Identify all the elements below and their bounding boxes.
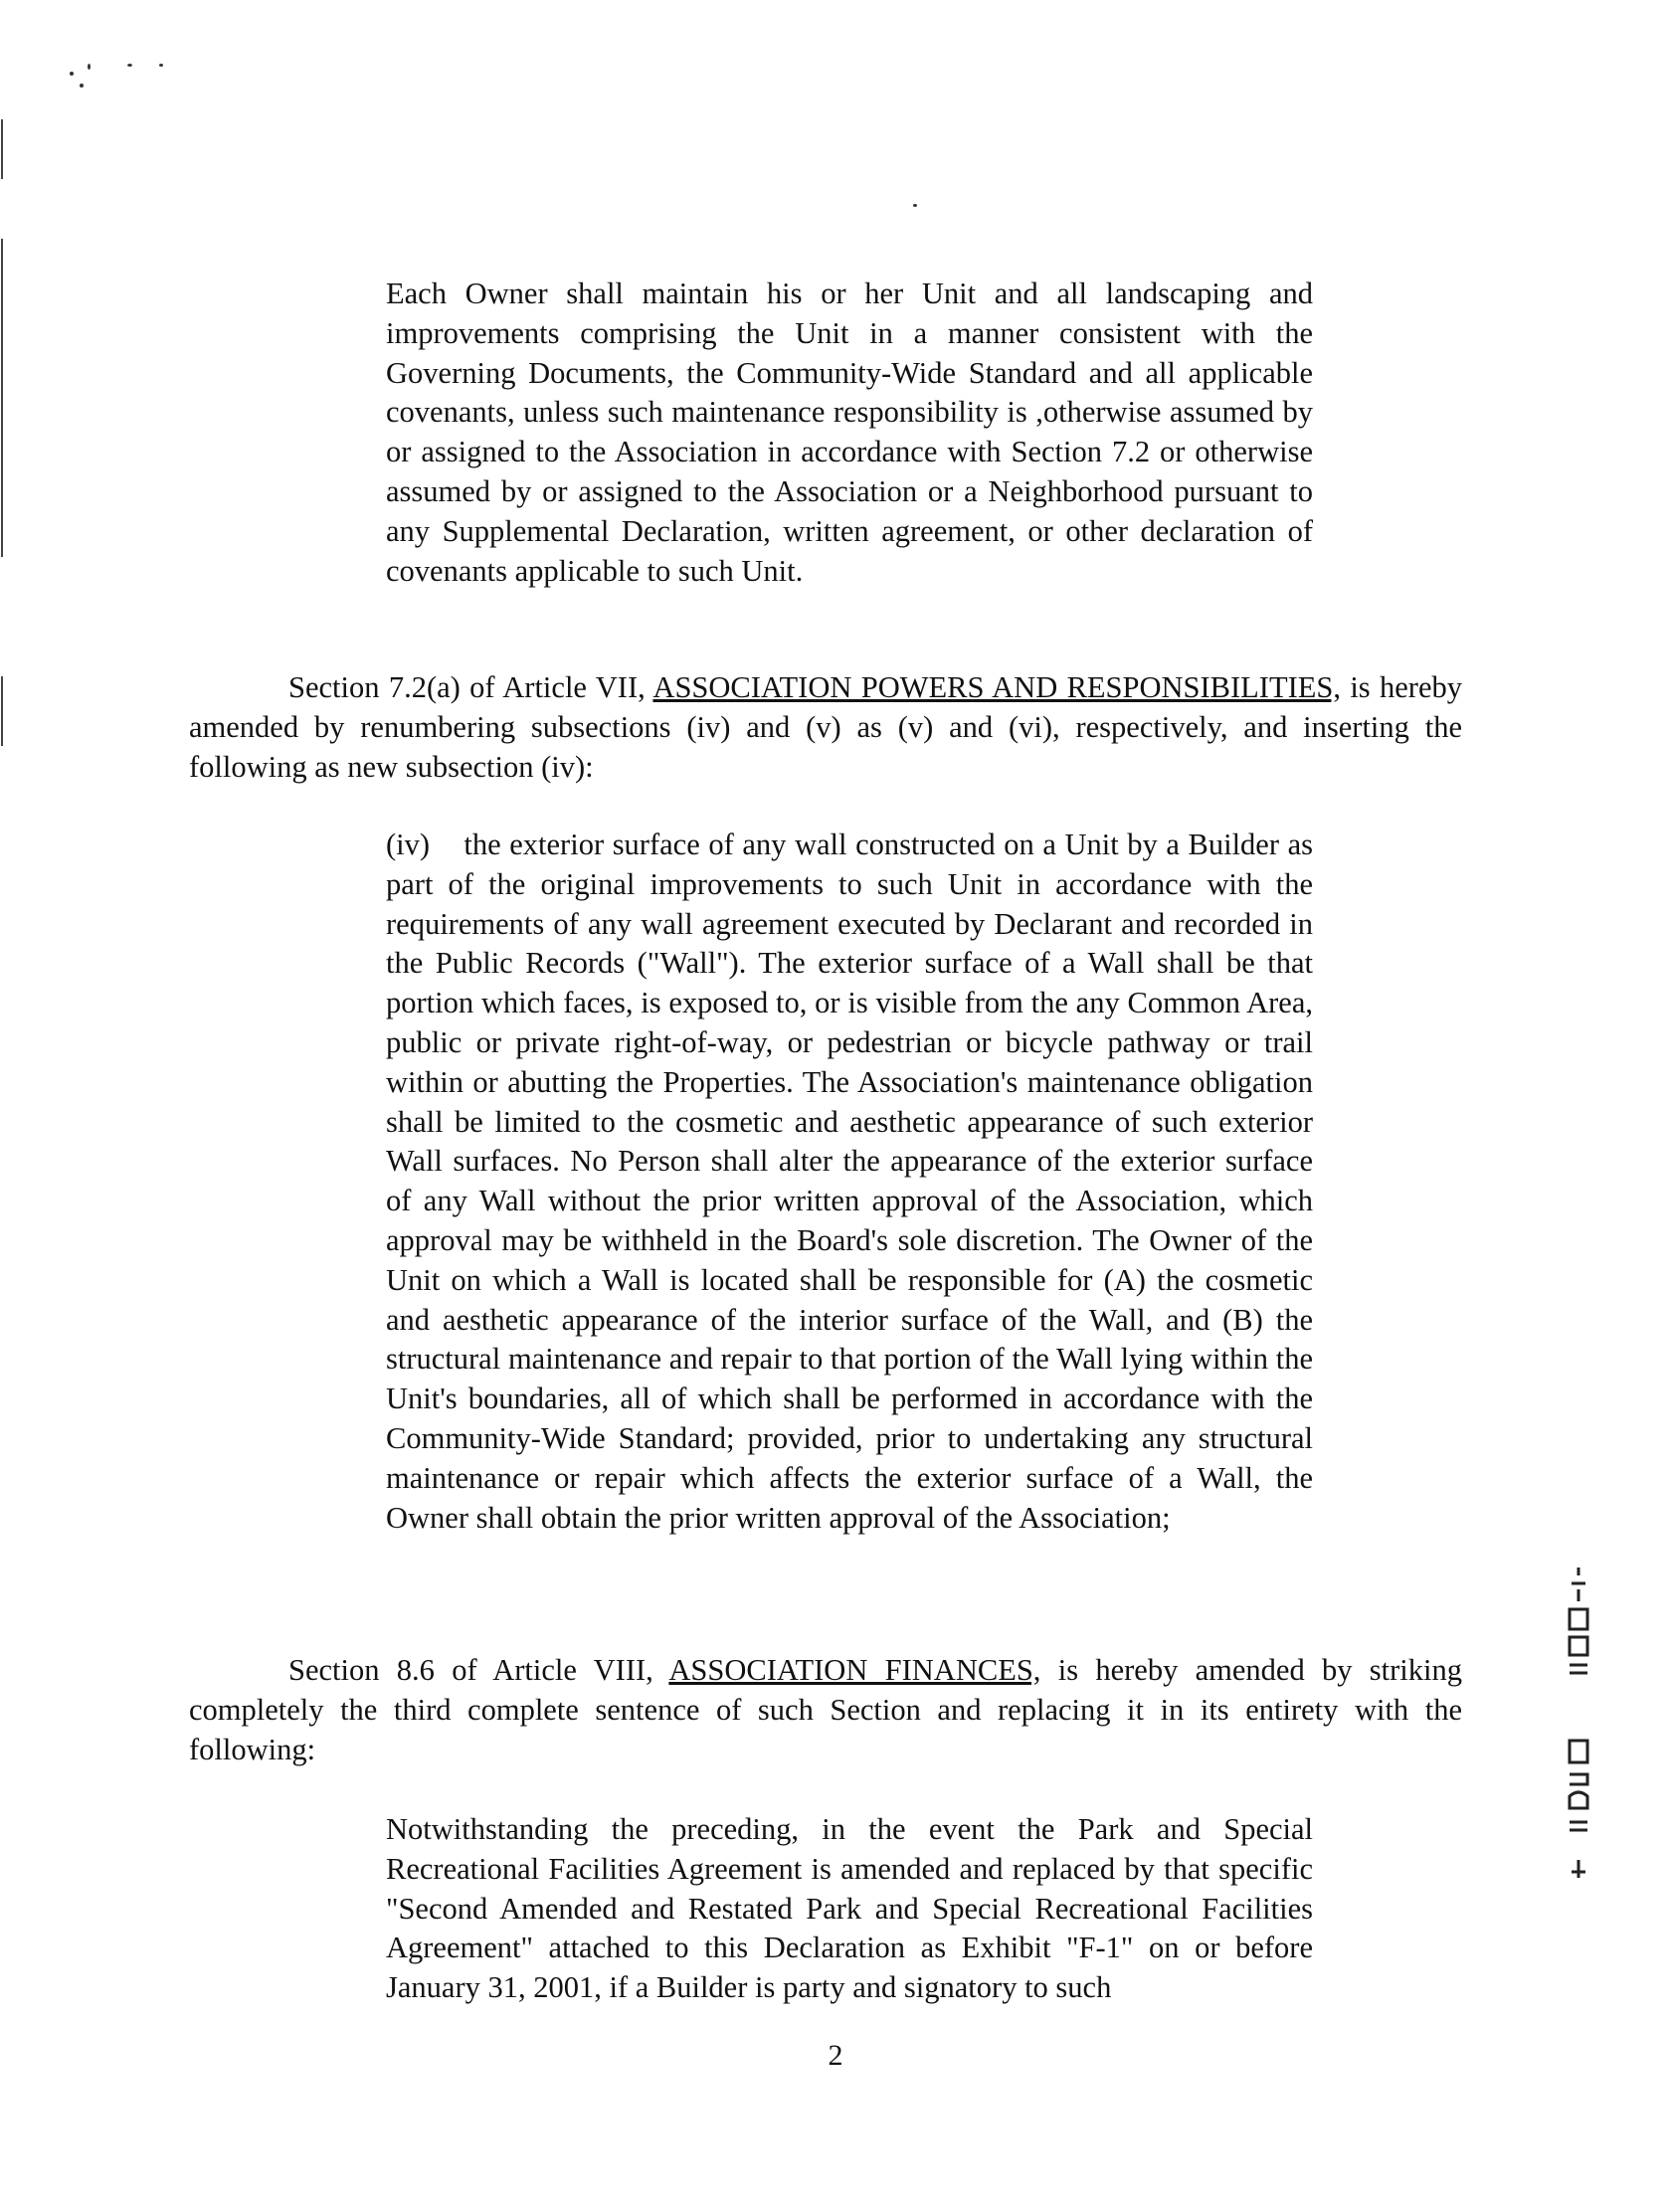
section-reference-text: Section 7.2(a) of Article VII, [288, 670, 653, 704]
paragraph-section-7-2-amendment [189, 668, 1462, 787]
scan-speck [127, 64, 132, 67]
amendment-text: is hereby amended by renumbering subsections (iv) and (v) as (v) and (vi), respectively, and inserting the following as new subsection (iv): [189, 670, 1463, 784]
section-reference-text: Section 8.6 of Article VIII, [288, 1653, 669, 1687]
paragraph-owner-maintenance: Each Owner shall maintain his or her Unit and all landscaping and improvements comprising the Unit in a manner consistent with the Governing Documents, the Community-Wide Standard and all applicable covenants, unless such maintenance responsibility is ,otherwise assumed by or assigned to the Association in accordance with Section 7.2 or otherwise assumed by or assigned to the Association or a Neighborhood pursuant to any Supplemental Declaration, written agreement, or other declaration of covenants applicable to such Unit. [386, 276, 1313, 588]
article-title-finances: ASSOCIATION FINANCES, [668, 1653, 1041, 1687]
paragraph-park-agreement: Notwithstanding the preceding, in the event the Park and Special Recreational Facilities Agreement is amended and replaced by that specific "Second Amended and Restated Park and Special Recreational Facilities Agreement" attached to this Declaration as Exhibit "F-1" on or before January 31, 2001, if a Builder is party and signatory to such [386, 1812, 1313, 2005]
scan-margin-line [1, 239, 3, 557]
scan-speck [159, 64, 163, 67]
scan-speck [913, 204, 917, 207]
paragraph-section-8-6-amendment [189, 1651, 1462, 1769]
article-title-powers: ASSOCIATION POWERS AND RESPONSIBILITIES, [652, 670, 1341, 704]
scan-speck [88, 64, 91, 70]
scan-speck [80, 84, 84, 88]
paragraph-subsection-iv-wall: (iv) the exterior surface of any wall constructed on a Unit by a Builder as part of the original improvements to such Unit in accordance with the requirements of any wall agreement executed by Declarant and recorded in the Public Records ("Wall"). The exterior surface of a Wall shall be that portion which faces, is exposed to, or is visible from the any Common Area, public or private right-of-way, or pedestrian or bicycle pathway or trail within or abutting the Properties. The Association's maintenance obligation shall be limited to the cosmetic and aesthetic appearance of such exterior Wall surfaces. No Person shall alter the appearance of the exterior surface of any Wall without the prior written approval of the Association, which approval may be withheld in the Board's sole discretion. The Owner of the Unit on which a Wall is located shall be responsible for (A) the cosmetic and aesthetic appearance of the interior surface of the Wall, and (B) the structural maintenance and repair to that portion of the Wall lying within the Unit's boundaries, all of which shall be performed in accordance with the Community-Wide Standard; provided, prior to undertaking any structural maintenance or repair which affects the exterior surface of a Wall, the Owner shall obtain the prior written approval of the Association; [386, 828, 1313, 1535]
scan-margin-line [1, 119, 3, 179]
page-number: 2 [828, 2039, 843, 2072]
amendment-text: is hereby amended by striking completely the third complete sentence of such Section and replacing it in its entirety with the following: [189, 1653, 1463, 1766]
recording-stamp-graphic [1554, 1562, 1603, 1890]
scan-margin-line [1, 676, 3, 746]
scan-speck [70, 72, 74, 76]
